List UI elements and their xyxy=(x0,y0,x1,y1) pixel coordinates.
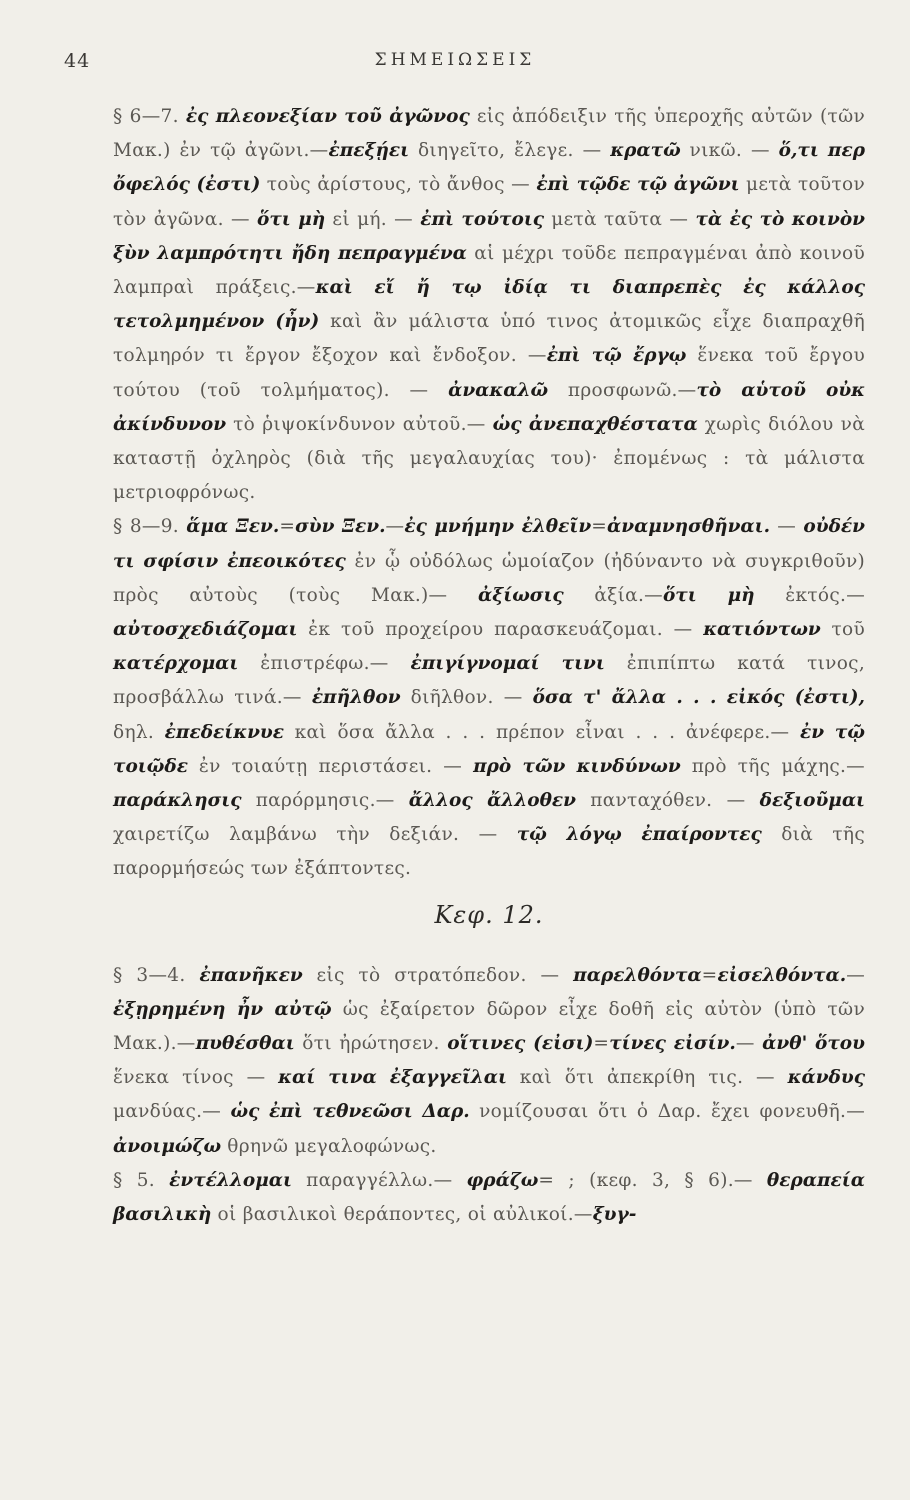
lemma-term: ἐπῆλθον xyxy=(311,687,401,709)
lemma-term: ἀνθ' ὅτου xyxy=(762,1033,865,1055)
note-paragraph xyxy=(113,959,865,1164)
gloss-text: — xyxy=(735,1033,763,1055)
lemma-term: φράζω xyxy=(466,1169,539,1191)
gloss-text: ἐν ᾧ οὐδόλως ὡμοίαζον (ἠδύναντο νὰ συγκριθοῦν) πρὸς αὐτοὺς (τοὺς Μακ.)— xyxy=(113,550,866,606)
lemma-term: εἰσελθόντα. xyxy=(717,964,847,986)
gloss-text: διῆλθον. — xyxy=(400,687,533,709)
lemma-term: τὰ ἐς τὸ κοινὸν ξὺν λαμπρότητι ἤδη πεπραγμένα xyxy=(113,208,866,264)
gloss-text: παραγγέλλω.— xyxy=(291,1169,467,1191)
gloss-text: οἱ βασιλικοὶ θεράποντες, οἱ αὐλικοί.— xyxy=(211,1204,593,1226)
gloss-text: νικῶ. — xyxy=(680,140,779,162)
note-paragraph xyxy=(113,1164,865,1232)
gloss-text: δηλ. xyxy=(113,721,165,743)
lemma-term: οἵτινες (εἰσι) xyxy=(447,1033,594,1055)
lemma-term: ἐπὶ τούτοις xyxy=(420,208,545,230)
lemma-term: ἐπεδείκνυε xyxy=(164,721,285,743)
gloss-text: ἐπιπίπτω κατά τινος, προσβάλλω τινά.— xyxy=(113,653,865,709)
gloss-text: ἐκ τοῦ προχείρου παρασκευάζομαι. — xyxy=(297,619,704,641)
gloss-text: τὸ ῥιψοκίνδυνον αὐτοῦ.— xyxy=(226,413,493,435)
lemma-term: τίνες εἰσίν. xyxy=(609,1033,736,1055)
gloss-text: μετὰ τοῦτον τὸν ἀγῶνα. — xyxy=(113,174,866,230)
gloss-text: καὶ ὅτι ἀπεκρίθη τις. — xyxy=(506,1067,788,1089)
note-paragraph xyxy=(113,100,865,510)
page-number: 44 xyxy=(64,50,91,72)
lemma-term: ὅτι μὴ xyxy=(257,208,326,230)
lemma-term: καί τινα ἐξαγγεῖλαι xyxy=(278,1067,507,1089)
lemma-term: ὅσα τ' ἄλλα . . . εἰκός (ἐστι), xyxy=(532,687,865,709)
gloss-text: μετὰ ταῦτα — xyxy=(544,208,696,230)
lemma-term: τὸ αὑτοῦ οὐκ ἀκίνδυνον xyxy=(113,379,866,435)
gloss-text: χωρὶς διόλου νὰ καταστῇ ὀχληρὸς (διὰ τῆς μεγαλαυχίας του)· ἐπομένως : τὰ μάλιστα μετριοφρόνως. xyxy=(113,413,865,504)
gloss-text: θρηνῶ μεγαλοφώνως. xyxy=(221,1135,437,1157)
gloss-text: — xyxy=(846,964,865,986)
lemma-term: ἐντέλλομαι xyxy=(169,1169,292,1191)
gloss-text: — xyxy=(770,516,804,538)
lemma-term: ὅ,τι περ ὄφελός (ἐστι) xyxy=(113,140,865,196)
running-head: ΣΗΜΕΙΩΣΕΙΣ xyxy=(374,50,536,70)
lemma-term: δεξιοῦμαι xyxy=(759,790,866,812)
gloss-text: τοὺς ἀρίστους, τὸ ἄνθος — xyxy=(260,174,537,196)
lemma-term: ἀνοιμώζω xyxy=(113,1135,222,1157)
gloss-text: διηγεῖτο, ἔλεγε. — xyxy=(409,140,611,162)
chapter-heading: Κεφ. 12. xyxy=(434,900,544,929)
lemma-term: τῷ λόγῳ ἐπαίροντες xyxy=(516,824,762,846)
gloss-text: = xyxy=(279,516,296,538)
lemma-term: κατέρχομαι xyxy=(113,653,239,675)
lemma-term: σὺν Ξεν. xyxy=(295,516,386,538)
gloss-text: ἐπιστρέφω.— xyxy=(238,653,411,675)
lemma-term: πυθέσθαι xyxy=(195,1033,295,1055)
gloss-text: ὡς ἐξαίρετον δῶρον εἶχε δοθῆ εἰς αὐτὸν (ὑπὸ τῶν Μακ.).— xyxy=(113,998,865,1055)
gloss-text: ἀξία.— xyxy=(563,584,663,606)
gloss-text: αἱ μέχρι τοῦδε πεπραγμέναι ἀπὸ κοινοῦ λαμπραὶ πράξεις.— xyxy=(113,242,865,299)
lemma-term: ἀνακαλῶ xyxy=(448,379,549,401)
lemma-term: παρελθόντα xyxy=(573,964,702,986)
gloss-text: ἕνεκα τίνος — xyxy=(113,1067,279,1089)
lemma-term: ἄλλος ἄλλοθεν xyxy=(408,790,577,812)
lemma-term: κατιόντων xyxy=(703,619,821,641)
gloss-text: μανδύας.— xyxy=(113,1101,231,1123)
lemma-term: ὡς ἐπὶ τεθνεῶσι Δαρ. xyxy=(230,1101,470,1123)
lemma-term: θεραπεία βασιλικὴ xyxy=(113,1169,865,1226)
gloss-text: καὶ ὅσα ἄλλα . . . πρέπον εἶναι . . . ἀνέφερε.— xyxy=(284,721,800,743)
gloss-text: = xyxy=(591,516,607,538)
lemma-term: ἀξίωσις xyxy=(478,584,564,606)
lemma-term: παράκλησις xyxy=(113,790,242,812)
lemma-term: ἐς πλεονεξίαν τοῦ ἀγῶνος xyxy=(185,106,470,127)
lemma-term: ἐπανῆκεν xyxy=(199,964,303,986)
lemma-term: πρὸ τῶν κινδύνων xyxy=(473,755,681,777)
gloss-text: εἰ μή. — xyxy=(325,208,421,230)
gloss-text: εἰς τὸ στρατόπεδον. — xyxy=(302,964,574,986)
gloss-text: — xyxy=(385,516,405,538)
page-header xyxy=(0,50,910,80)
gloss-text: ὅτι ἠρώτησεν. xyxy=(294,1033,448,1055)
lemma-term: ἐπὶ τῷδε τῷ ἀγῶνι xyxy=(536,174,740,196)
gloss-text: § 8—9. xyxy=(113,516,187,538)
gloss-text: ἐκτός.— xyxy=(754,584,866,606)
lemma-term: ἀναμνησθῆναι. xyxy=(607,516,771,538)
lemma-term: ἐπιγίγνομαί τινι xyxy=(410,653,605,675)
gloss-text: χαιρετίζω λαμβάνω τὴν δεξιάν. — xyxy=(113,824,517,846)
lemma-term: ἅμα Ξεν. xyxy=(186,516,280,538)
lemma-term: αὐτοσχεδιάζομαι xyxy=(113,619,298,641)
gloss-text: = xyxy=(701,964,718,986)
gloss-text: ἕνεκα τοῦ ἔργου τούτου (τοῦ τολμήματος). — xyxy=(113,345,865,401)
gloss-text: καὶ ἂν μάλιστα ὑπό τινος ἀτομικῶς εἶχε διαπραχθῆ τολμηρόν τι ἔργον ἔξοχον καὶ ἔνδοξον. — xyxy=(113,311,865,367)
notes-body xyxy=(113,100,865,1232)
gloss-text: πρὸ τῆς μάχης.— xyxy=(680,755,865,777)
lemma-term: ἐς μνήμην ἐλθεῖν xyxy=(404,516,592,538)
lemma-term: ἐπὶ τῷ ἔργῳ xyxy=(546,345,687,367)
gloss-text: ἐν τοιαύτῃ περιστάσει. — xyxy=(187,755,474,777)
gloss-text: νομίζουσαι ὅτι ὁ Δαρ. ἔχει φονευθῆ.— xyxy=(469,1101,865,1123)
lemma-term: ἐν τῷ τοιῷδε xyxy=(113,721,865,777)
gloss-text: πανταχόθεν. — xyxy=(576,790,760,812)
lemma-term: κρατῶ xyxy=(610,140,681,162)
lemma-term: ἐπεξῄει xyxy=(328,140,410,162)
gloss-text: § 5. xyxy=(113,1169,170,1191)
gloss-text: προσφωνῶ.— xyxy=(548,379,697,401)
lemma-term: ξυγ- xyxy=(592,1204,637,1226)
lemma-term: ὡς ἀνεπαχθέστατα xyxy=(492,413,698,435)
gloss-text: § 6—7. xyxy=(113,106,186,127)
lemma-term: οὐδέν τι σφίσιν ἐπεοικότες xyxy=(113,516,865,572)
gloss-text: = ; (κεφ. 3, § 6).— xyxy=(538,1169,767,1191)
gloss-text: παρόρμησις.— xyxy=(241,790,409,812)
gloss-text: τοῦ xyxy=(820,619,865,641)
lemma-term: καὶ εἴ ἤ τῳ ἰδίᾳ τι διαπρεπὲς ἐς κάλλος τετολμημένον (ἦν) xyxy=(113,277,865,333)
note-paragraph xyxy=(113,510,865,886)
gloss-text: = xyxy=(593,1033,610,1055)
lemma-term: ὅτι μὴ xyxy=(662,584,755,606)
gloss-text: εἰς ἀπόδειξιν τῆς ὑπεροχῆς αὐτῶν (τῶν Μακ.) ἐν τῷ ἀγῶνι.— xyxy=(113,106,866,162)
lemma-term: κάνδυς xyxy=(787,1067,865,1089)
gloss-text: διὰ τῆς παρορμήσεώς των ἐξάπτοντες. xyxy=(113,824,865,880)
gloss-text: § 3—4. xyxy=(113,964,200,986)
lemma-term: ἐξῃρημένη ἦν αὐτῷ xyxy=(113,998,332,1020)
